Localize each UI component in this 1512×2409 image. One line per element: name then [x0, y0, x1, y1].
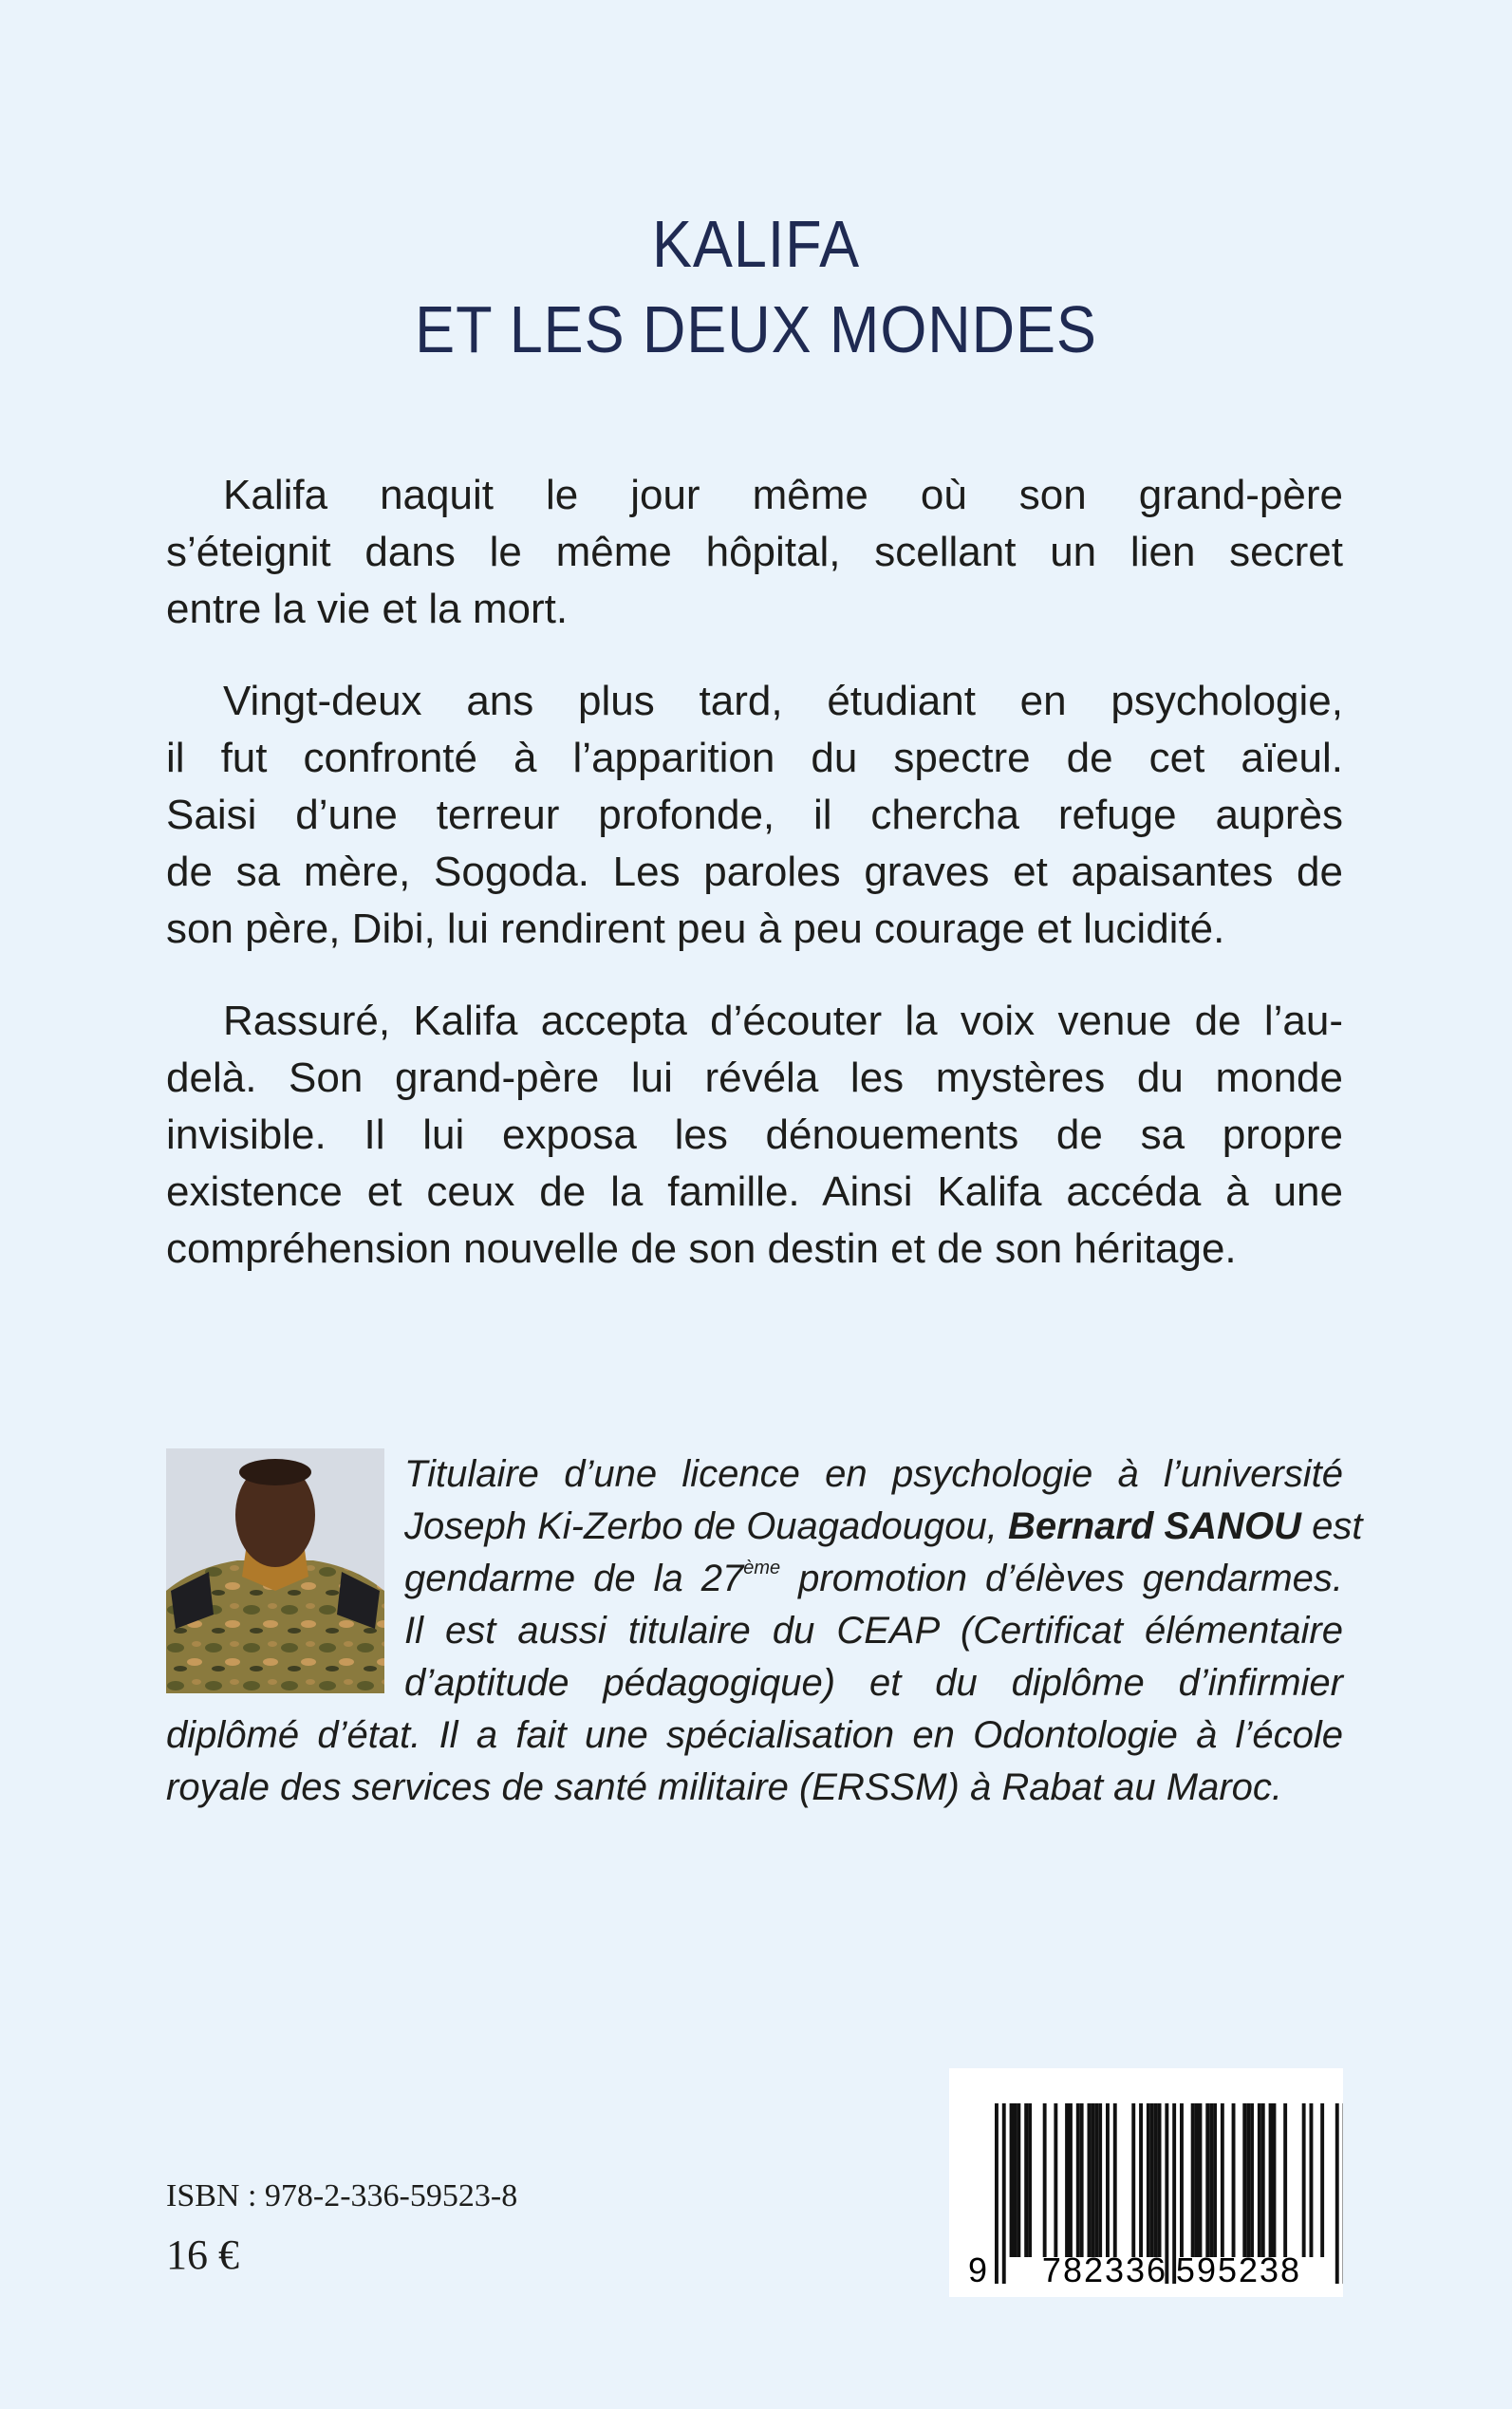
barcode-bar: [1150, 2103, 1154, 2257]
barcode-bar: [1213, 2103, 1217, 2257]
barcode-bar: [1113, 2103, 1117, 2257]
barcode-bar: [1154, 2103, 1158, 2257]
barcode-bar: [1310, 2103, 1314, 2257]
barcode-bar: [1054, 2103, 1057, 2257]
blurb-line: entre la vie et la mort.: [166, 586, 569, 632]
title-line-1: KALIFA: [651, 207, 861, 281]
blurb-line: Vingt-deux ans plus tard, étudiant en psychologie,: [223, 678, 1343, 724]
barcode-bar: [1335, 2103, 1339, 2284]
ordinal-superscript: ème: [743, 1558, 781, 1578]
author-name: Bernard SANOU: [1008, 1505, 1301, 1547]
blurb-line: s’éteignit dans le même hôpital, scellant un lien secret: [166, 529, 1343, 575]
barcode-bar: [1017, 2103, 1020, 2257]
barcode-bar: [1320, 2103, 1324, 2257]
blurb-paragraph: [166, 673, 1343, 958]
barcode-bar: [1139, 2103, 1143, 2257]
blurb-paragraph: [166, 467, 1343, 638]
blurb-line: existence et ceux de la famille. Ainsi Kalifa accéda à une: [166, 1168, 1343, 1215]
barcode-bar: [1131, 2103, 1135, 2257]
blurb-line: Rassuré, Kalifa accepta d’écouter la voix venue de l’au-: [223, 998, 1343, 1044]
bio-line: Il est aussi titulaire du CEAP (Certificat élémentaire: [404, 1610, 1343, 1652]
barcode-graphic: [949, 2068, 1343, 2297]
barcode-bar: [1250, 2103, 1254, 2257]
title-line-2: ET LES DEUX MONDES: [415, 292, 1097, 366]
blurb-line: delà. Son grand-père lui révéla les mystères du monde: [166, 1055, 1343, 1101]
author-photo: [166, 1448, 384, 1693]
blurb-line: son père, Dibi, lui rendirent peu à peu courage et lucidité.: [166, 906, 1225, 952]
bio-text: promotion d’élèves gendarmes.: [780, 1558, 1343, 1599]
bio-line: [404, 1553, 1343, 1605]
barcode-bar: [1002, 2103, 1006, 2284]
bio-text: Joseph Ki-Zerbo de Ouagadougou,: [404, 1505, 1008, 1547]
barcode-bar: [1273, 2103, 1277, 2257]
bio-line: Titulaire d’une licence en psychologie à l’université: [404, 1453, 1343, 1495]
blurb-line: Saisi d’une terreur profonde, il chercha refuge auprès: [166, 792, 1343, 838]
barcode-bar: [1094, 2103, 1098, 2257]
barcode-bar: [1261, 2103, 1265, 2257]
barcode-left-digits: 782336: [1041, 2250, 1168, 2289]
back-cover-blurb: [166, 467, 1343, 1313]
bio-text: est: [1300, 1505, 1363, 1547]
bio-line: royale des services de santé militaire (ERSSM) à Rabat au Maroc.: [166, 1766, 1283, 1808]
isbn: ISBN : 978-2-336-59523-8: [166, 2178, 518, 2213]
blurb-line: il fut confronté à l’apparition du spectre de cet aïeul.: [166, 735, 1343, 781]
barcode-bar: [1028, 2103, 1032, 2257]
bio-line: [404, 1501, 1363, 1553]
barcode-bar: [1302, 2103, 1306, 2257]
barcode-first-digit: 9: [968, 2250, 988, 2289]
barcode-bar: [1221, 2103, 1224, 2257]
barcode: [949, 2068, 1343, 2297]
barcode-bar: [1232, 2103, 1236, 2257]
barcode-bar: [1205, 2103, 1209, 2257]
barcode-bar: [1158, 2103, 1162, 2257]
barcode-bar: [1195, 2103, 1199, 2257]
barcode-bar: [1069, 2103, 1073, 2257]
bio-line: diplômé d’état. Il a fait une spécialisation en Odontologie à l’école: [166, 1714, 1343, 1756]
barcode-bar: [1088, 2103, 1092, 2257]
barcode-bar: [995, 2103, 999, 2284]
barcode-bar: [1043, 2103, 1047, 2257]
barcode-bar: [1258, 2103, 1261, 2257]
barcode-bar: [1199, 2103, 1203, 2257]
barcode-bar: [1209, 2103, 1213, 2257]
blurb-line: Kalifa naquit le jour même où son grand-père: [223, 472, 1343, 518]
barcode-bar: [1065, 2103, 1069, 2257]
barcode-bar: [1246, 2103, 1250, 2257]
barcode-bar: [1147, 2103, 1150, 2257]
barcode-bar: [1024, 2103, 1028, 2257]
barcode-bar: [1269, 2103, 1273, 2257]
blurb-paragraph: [166, 993, 1343, 1278]
barcode-bar: [1080, 2103, 1084, 2257]
blurb-line: compréhension nouvelle de son destin et de son héritage.: [166, 1225, 1237, 1272]
barcode-bar: [1242, 2103, 1246, 2257]
barcode-bar: [1010, 2103, 1014, 2257]
blurb-line: de sa mère, Sogoda. Les paroles graves et apaisantes de: [166, 849, 1343, 895]
barcode-bar: [1180, 2103, 1184, 2257]
barcode-bar: [1106, 2103, 1110, 2257]
price: 16 €: [166, 2232, 239, 2278]
barcode-bar: [1191, 2103, 1195, 2257]
blurb-line: invisible. Il lui exposa les dénouements de sa propre: [166, 1111, 1343, 1158]
barcode-bar: [1283, 2103, 1287, 2257]
bio-text: gendarme de la 27: [404, 1558, 744, 1599]
barcode-bar: [1091, 2103, 1094, 2257]
book-title: [0, 201, 1512, 372]
barcode-bar: [1098, 2103, 1102, 2257]
barcode-bar: [1014, 2103, 1017, 2257]
barcode-bar: [1076, 2103, 1080, 2257]
barcode-right-digits: 595238: [1175, 2250, 1302, 2289]
bio-line: d’aptitude pédagogique) et du diplôme d’infirmier: [404, 1662, 1343, 1704]
